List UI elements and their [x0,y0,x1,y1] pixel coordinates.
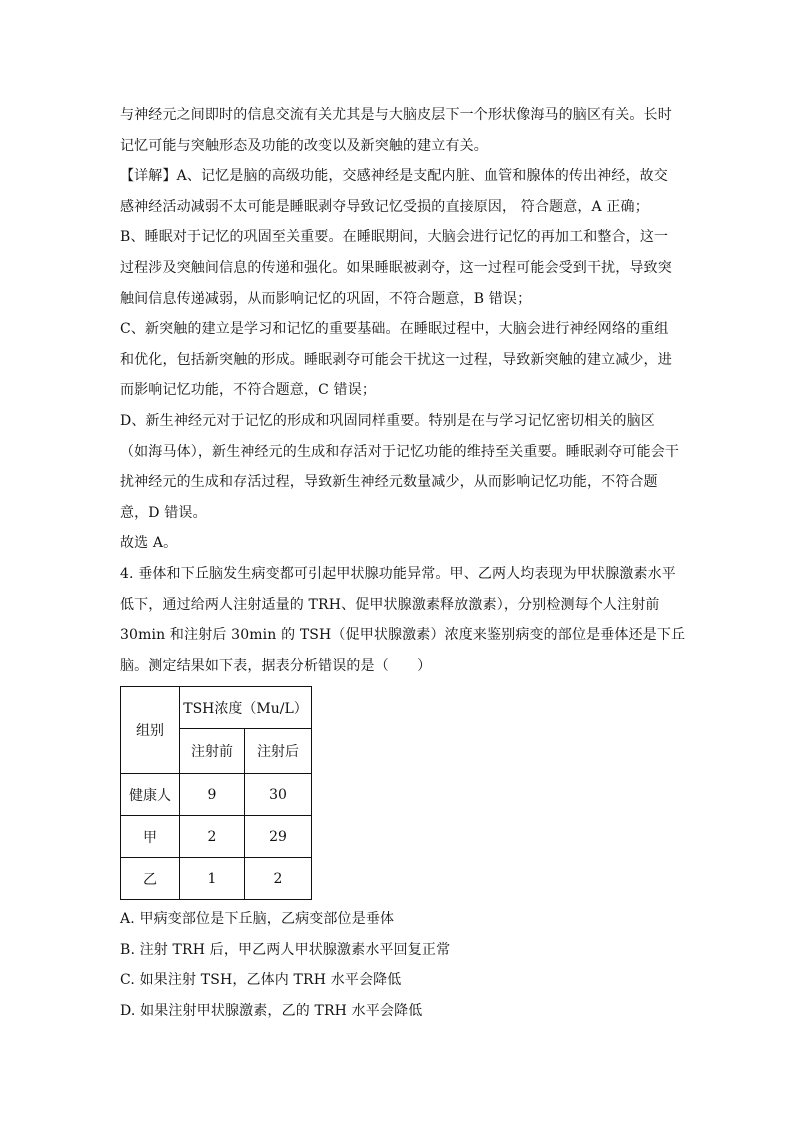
table-cell-after: 2 [245,858,312,900]
paragraph-line: （如海马体），新生神经元的生成和存活对于记忆功能的维持至关重要。睡眠剥夺可能会干 [120,443,679,460]
table-row [121,774,312,816]
paragraph-line: 意，D 错误。 [120,504,207,521]
option-c: C. 如果注射 TSH，乙体内 TRH 水平会降低 [120,972,402,989]
option-a: A. 甲病变部位是下丘脑，乙病变部位是垂体 [120,911,395,928]
table-header-before: 注射前 [180,729,245,774]
question-stem-line: 脑。测定结果如下表，据表分析错误的是（ ） [120,657,432,674]
table-row [121,816,312,858]
paragraph-line: B、睡眠对于记忆的巩固至关重要。在睡眠期间，大脑会进行记忆的再加工和整合，这一 [120,229,669,246]
table-cell-before: 2 [180,816,245,858]
table-cell-group: 乙 [121,858,180,900]
document-body [120,100,686,1027]
explanation-heading-line: 【详解】A、记忆是脑的高级功能，交感神经是支配内脏、血管和腺体的传出神经，故交 [120,168,668,185]
table-cell-before: 1 [180,858,245,900]
answer-line: 故选 A。 [120,535,178,552]
paragraph-line: 而影响记忆功能，不符合题意，C 错误； [120,382,377,399]
paragraph-line: 感神经活动减弱不太可能是睡眠剥夺导致记忆受损的直接原因， 符合题意，A 正确； [120,198,649,215]
table-cell-after: 29 [245,816,312,858]
table-cell-group: 甲 [121,816,180,858]
table-header-group: 组别 [121,687,180,774]
paragraph-line: C、新突触的建立是学习和记忆的重要基础。在睡眠过程中，大脑会进行神经网络的重组 [120,321,669,338]
paragraph-line: 与神经元之间即时的信息交流有关尤其是与大脑皮层下一个形状像海马的脑区有关。长时 [120,107,672,123]
paragraph-line: 记忆可能与突触形态及功能的改变以及新突触的建立有关。 [120,137,488,154]
paragraph-line: 过程涉及突触间信息的传递和强化。如果睡眠被剥夺，这一过程可能会受到干扰，导致突 [120,259,672,276]
paragraph-line: D、新生神经元对于记忆的形成和巩固同样重要。特别是在与学习记忆密切相关的脑区 [120,412,655,429]
table-cell-before: 9 [180,774,245,816]
table-row [121,858,312,900]
table-cell-after: 30 [245,774,312,816]
paragraph-line: 扰神经元的生成和存活过程，导致新生神经元数量减少，从而影响记忆功能，不符合题 [120,474,658,491]
table-cell-group: 健康人 [121,774,180,816]
tsh-result-table [120,686,312,900]
table-header-after: 注射后 [245,729,312,774]
paragraph-line: 触间信息传递减弱，从而影响记忆的巩固，不符合题意，B 错误； [120,290,532,307]
question-stem-line: 4. 垂体和下丘脑发生病变都可引起甲状腺功能异常。甲、乙两人均表现为甲状腺激素水平 [120,565,676,582]
option-b: B. 注射 TRH 后，甲乙两人甲状腺激素水平回复正常 [120,941,451,958]
paragraph-line: 和优化，包括新突触的形成。睡眠剥夺可能会干扰这一过程，导致新突触的建立减少，进 [120,351,672,368]
table-header-tsh: TSH浓度（Mu/L） [180,687,312,729]
question-stem-line: 低下，通过给两人注射适量的 TRH、促甲状腺激素释放激素），分别检测每个人注射前 [120,596,660,613]
question-stem-line: 30min 和注射后 30min 的 TSH（促甲状腺激素）浓度来鉴别病变的部位是垂体还是下丘 [120,627,686,644]
option-d: D. 如果注射甲状腺激素，乙的 TRH 水平会降低 [120,1003,423,1020]
